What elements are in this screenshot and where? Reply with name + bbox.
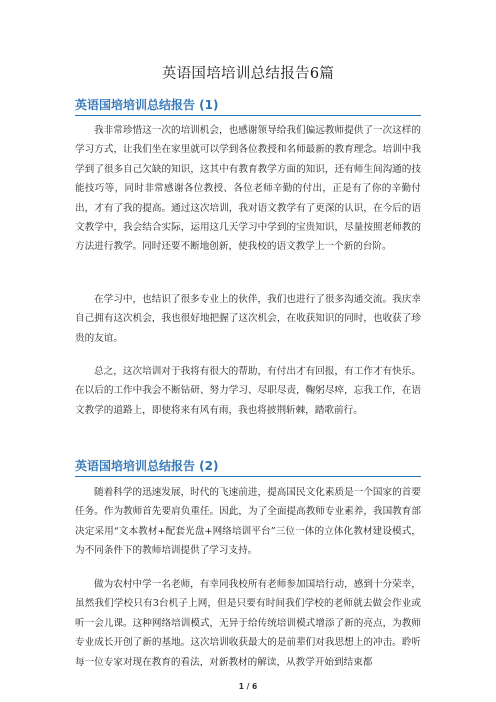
section-1-paragraph-1: 我非常珍惜这一次的培训机会，也感谢领导给我们偏远教师提供了一次这样的学习方式，让我们坐在家里就可以学到各位教授和名师最新的教育理念。培训中我学到了很多自己欠缺的知识，这其中有教育教学方面的知识，还有师生间沟通的技能技巧等，同时非常感谢各位教授、各位老师辛勤的付出，正是有了你的辛勤付出，才有了我的提高。通过这次培训，我对语文教学有了更深的认识，在今后的语文教学中，我会结合实际，运用这几天学习中学到的宝贵知识，尽量按照老师教的方法进行教学。同时还要不断地创新，使我校的语文教学上一个新的台阶。	[75, 125, 421, 253]
page-number: 1 / 6	[238, 682, 258, 691]
section-1-paragraph-3: 总之，这次培训对于我将有很大的帮助，有付出才有回报，有工作才有快乐。在以后的工作中我会不断钻研、努力学习、尽职尽责，鞠躬尽瘁，忘我工作，在语文教学的道路上，即使将来有风有雨，我也将披荆斩棘，踏歌前行。	[75, 366, 421, 416]
section-1-paragraph-2: 在学习中，也结识了很多专业上的伙伴，我们也进行了很多沟通交流。我庆幸自己拥有这次机会，我也很好地把握了这次机会，在收获知识的同时，也收获了珍贵的友谊。	[75, 294, 421, 344]
section-2-paragraph-1: 随着科学的迅速发展，时代的飞速前进，提高国民文化素质是一个国家的首要任务。作为教师首先要肩负重任。因此，为了全面提高教师专业素养，我国教育部决定采用“文本教材+配套光盘+网络培训平台”三位一体的立体化教材建设模式，为不同条件下的教师培训提供了学习支持。	[75, 487, 421, 557]
section-2-paragraph-2: 做为农村中学一名老师，有幸同我校所有老师参加国培行动，感到十分荣幸，虽然我们学校只有3台机子上网，但是只要有时间我们学校的老师就去做会作业或听一会儿课。这种网络培训模式，无异于给传统培训模式增添了新的亮点，为教师专业成长开创了新的基地。这次培训收获最大的是前辈们对我思想上的冲击。聆听每一位专家对现在教育的看法，对新教材的解读，从教学开始到结束都	[75, 579, 421, 668]
document-title: 英语国培培训总结报告6篇	[161, 66, 335, 82]
section-heading-1: 英语国培培训总结报告 (1)	[75, 97, 421, 116]
section-heading-2: 英语国培培训总结报告 (2)	[75, 458, 421, 477]
